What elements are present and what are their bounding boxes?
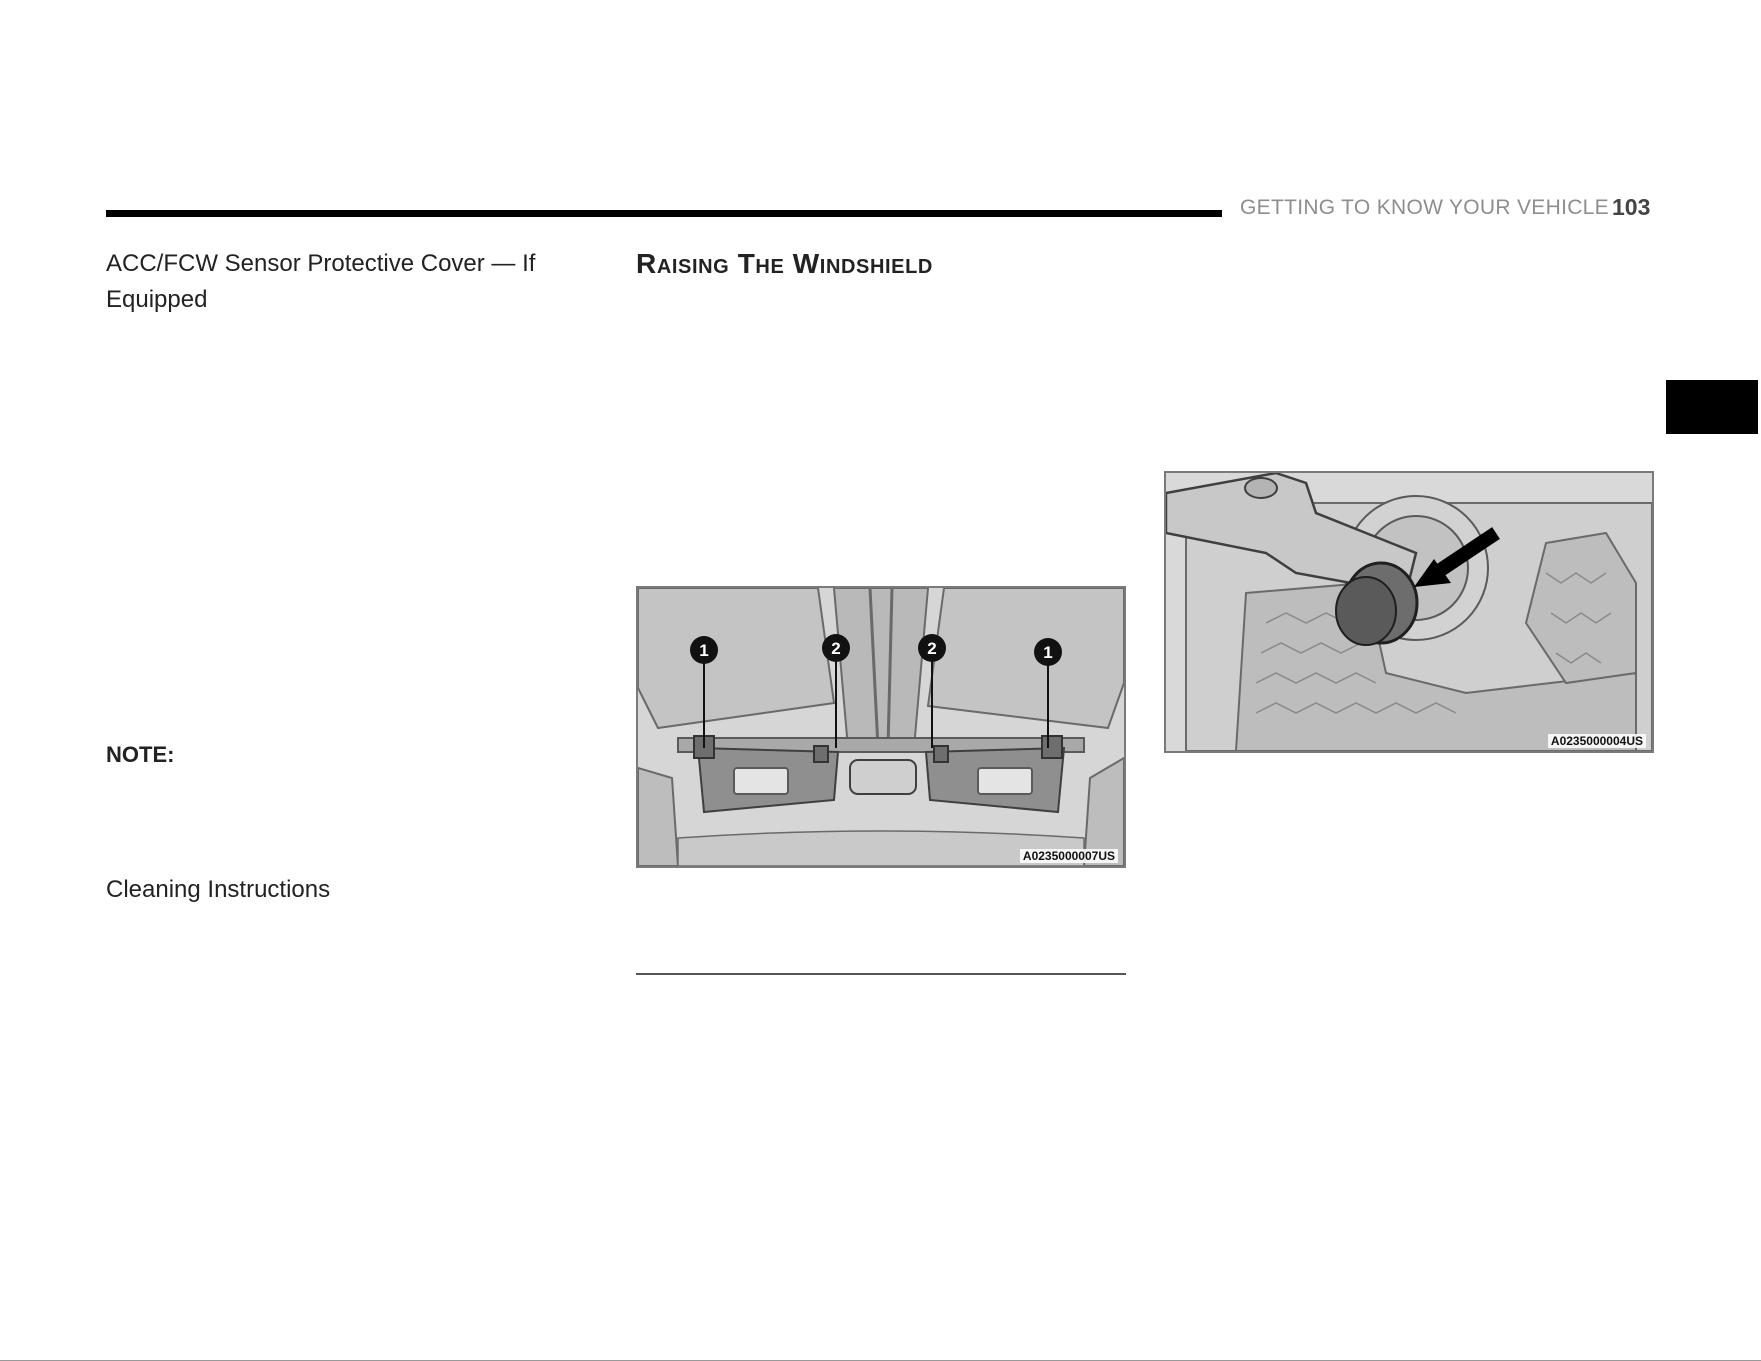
windshield-hinge-figure bbox=[1164, 471, 1654, 753]
callout-1-left: 1 bbox=[699, 641, 709, 660]
note-label: NOTE: bbox=[106, 742, 175, 767]
callout-1-right: 1 bbox=[1043, 643, 1053, 662]
cleaning-instructions-heading: Cleaning Instructions bbox=[106, 876, 331, 903]
section-divider bbox=[636, 973, 1126, 975]
raising-windshield-heading: Raising The Windshield bbox=[636, 248, 933, 279]
callout-2-left: 2 bbox=[831, 639, 841, 658]
figure-code: A0235000007US bbox=[1020, 849, 1118, 863]
windshield-hinge-illustration bbox=[1166, 473, 1652, 751]
figure-code: A0235000004US bbox=[1548, 734, 1646, 748]
chapter-tab bbox=[1666, 380, 1758, 434]
running-head: GETTING TO KNOW YOUR VEHICLE bbox=[1240, 196, 1609, 219]
sun-visor-figure bbox=[636, 586, 1126, 868]
page-number: 103 bbox=[1612, 194, 1651, 220]
callout-2-right: 2 bbox=[927, 639, 937, 658]
sensor-cover-heading: ACC/FCW Sensor Protective Cover — If Equipped bbox=[106, 250, 536, 313]
sun-visor-illustration bbox=[638, 588, 1124, 866]
header-rule bbox=[106, 210, 1222, 217]
